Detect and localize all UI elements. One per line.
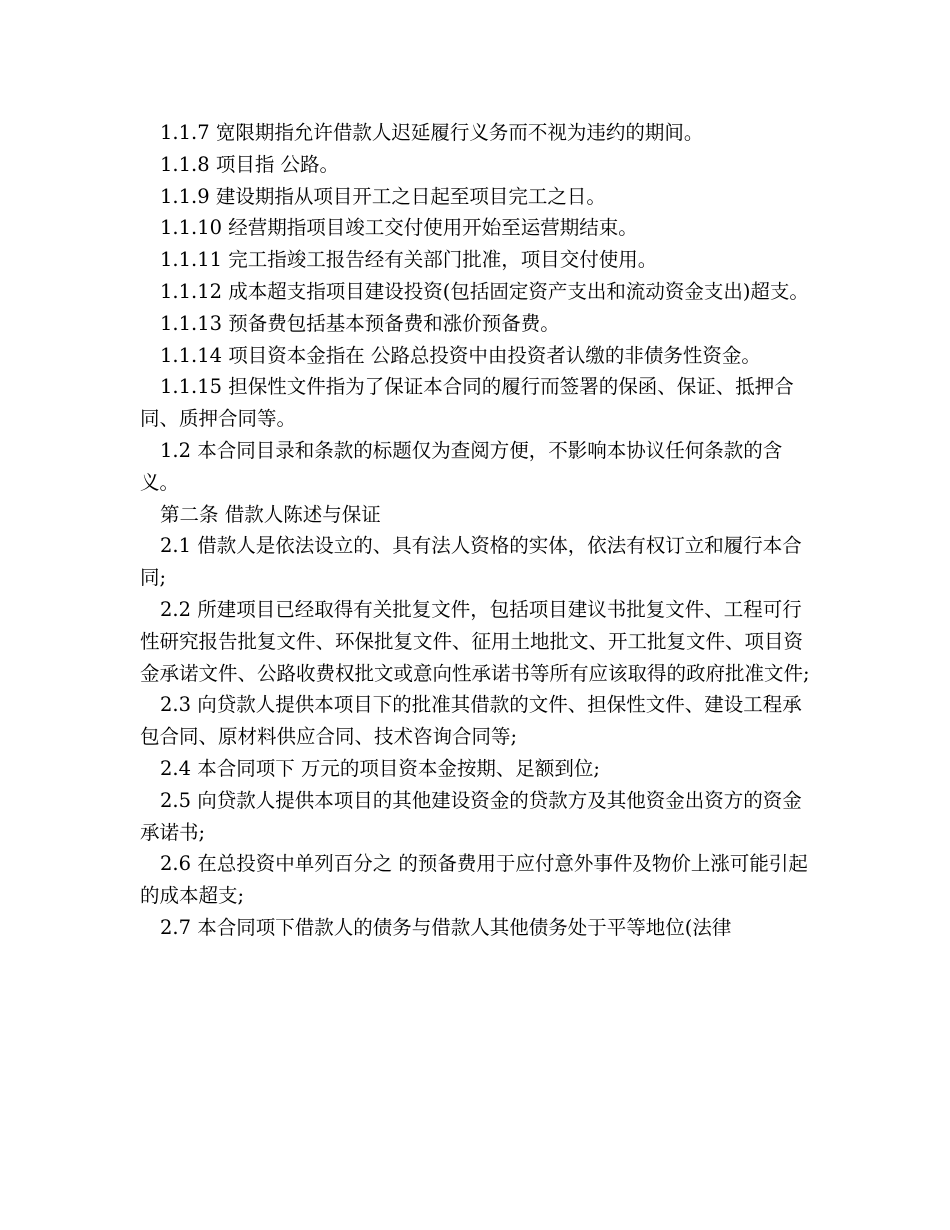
- paragraph-1-1-7: 1.1.7 宽限期指允许借款人迟延履行义务而不视为违约的期间。: [160, 121, 704, 144]
- paragraph-1-1-8: 1.1.8 项目指 公路。: [160, 152, 340, 176]
- document-page: [140, 117, 820, 944]
- paragraph-1-1-12: 1.1.12 成本超支指项目建设投资(包括固定资产支出和流动资金支出)超支。: [160, 279, 809, 303]
- paragraph-2-6: 2.6 在总投资中单列百分之 的预备费用于应付意外事件及物价上涨可能引起的成本超支;: [140, 852, 808, 908]
- paragraph-1-1-14: 1.1.14 项目资本金指在 公路总投资中由投资者认缴的非债务性资金。: [160, 343, 761, 367]
- paragraph-2-3: 2.3 向贷款人提供本项目下的批准其借款的文件、担保性文件、建设工程承包合同、原材料供应合同、技术咨询合同等;: [140, 693, 802, 749]
- paragraph-2-4: 2.4 本合同项下 万元的项目资本金按期、足额到位;: [160, 756, 600, 780]
- paragraph-1-1-11: 1.1.11 完工指竣工报告经有关部门批准，项目交付使用。: [160, 248, 658, 272]
- paragraph-1-2: 1.2 本合同目录和条款的标题仅为查阅方便，不影响本协议任何条款的含义。: [140, 438, 783, 494]
- paragraph-1-1-9: 1.1.9 建设期指从项目开工之日起至项目完工之日。: [160, 184, 606, 208]
- paragraph-2-7: 2.7 本合同项下借款人的债务与借款人其他债务处于平等地位(法律: [160, 915, 732, 939]
- paragraph-1-1-10: 1.1.10 经营期指项目竣工交付使用开始至运营期结束。: [160, 216, 638, 240]
- paragraph-2-2: 2.2 所建项目已经取得有关批复文件，包括项目建议书批复文件、工程可行性研究报告批复文件、环保批复文件、征用土地批文、开工批复文件、项目资金承诺文件、公路收费权批文或意向性承诺书等所有应该取得的政府批准文件;: [140, 597, 810, 685]
- section-heading-article-2: 第二条 借款人陈述与保证: [160, 502, 381, 526]
- paragraph-1-1-13: 1.1.13 预备费包括基本预备费和涨价预备费。: [160, 311, 560, 335]
- paragraph-2-5: 2.5 向贷款人提供本项目的其他建设资金的贷款方及其他资金出资方的资金承诺书;: [140, 788, 802, 844]
- paragraph-1-1-15: 1.1.15 担保性文件指为了保证本合同的履行而签署的保函、保证、抵押合同、质押合同等。: [140, 375, 794, 431]
- paragraph-2-1: 2.1 借款人是依法设立的、具有法人资格的实体，依法有权订立和履行本合同;: [140, 534, 802, 590]
